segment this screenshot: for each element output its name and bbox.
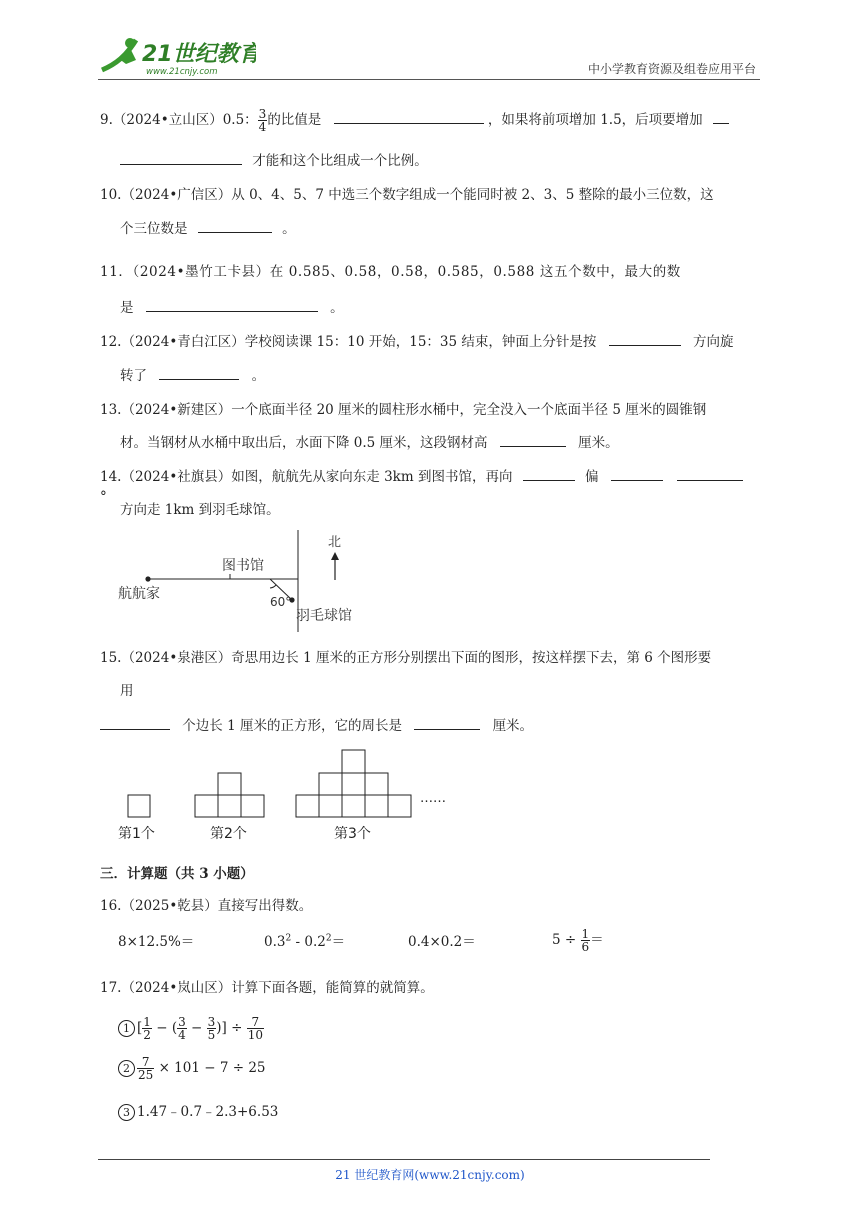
- q16-calc-1: 8×12.5%＝: [118, 934, 195, 950]
- q14-home-label: 航航家: [118, 586, 160, 602]
- question-12-line2: 转了 。: [100, 365, 760, 386]
- q14-home-point: [145, 576, 150, 581]
- q14-answer-blank-1[interactable]: [523, 466, 575, 481]
- q11-answer-blank[interactable]: [146, 297, 318, 312]
- q12-answer-blank-1[interactable]: [609, 331, 681, 346]
- q9-prefix: 9.（2024•立山区）0.5：: [100, 112, 258, 128]
- q17-expr-3: 3 1.47﹣0.7﹣2.3+6.53: [118, 1100, 278, 1121]
- q14-north-label: 北: [328, 535, 342, 550]
- question-16: 16.（2025•乾县）直接写出得数。: [100, 898, 313, 914]
- question-15-line2: 用: [120, 683, 134, 699]
- q16-calc-4: 5 ÷ $\frac{1}{6}$ ＝: [552, 927, 604, 954]
- q17-expr-1: 1 [ $\frac{1}{2}$ − ( $\frac{3}{4}$ − $\frac{3}{5}$ )] ÷ $\frac{7}{10}$: [118, 1016, 264, 1041]
- q17-expr-2: 2 $\frac{7}{25}$ × 101 − 7 ÷ 25: [118, 1056, 266, 1081]
- q14-angle-label: 60°: [270, 595, 292, 609]
- question-11: 11．（2024•墨竹工卡县）在 0.585、0.58̇，0.5̇8̇，0.5̇85̇，0.588 这五个数中，最大的数: [100, 264, 681, 280]
- q9-mid2: ，如果将前项增加 1.5，后项要增加: [487, 112, 703, 128]
- question-12: 12.（2024•青白江区）学校阅读课 15：10 开始，15：35 结束，钟面上分针是按 方向旋: [100, 331, 760, 352]
- q14-direction-figure: [118, 528, 368, 634]
- question-17: 17.（2024•岚山区）计算下面各题，能简算的就简算。: [100, 980, 434, 996]
- q9-mid: 的比值是: [267, 112, 322, 128]
- question-9-line2: [100, 150, 760, 171]
- question-13: 13.（2024•新建区）一个底面半径 20 厘米的圆柱形水桶中，完全没入一个底面半径 5 厘米的圆锥钢: [100, 402, 707, 418]
- q15-squares-figure: [116, 746, 456, 846]
- question-14: 14.（2024•社旗县）如图，航航先从家向东走 3km 到图书馆，再向 偏 °: [100, 466, 760, 507]
- q14-answer-blank-3[interactable]: [677, 466, 743, 481]
- question-11-line2: 是 。: [100, 297, 760, 318]
- header-platform-text: 中小学教育资源及组卷应用平台: [587, 62, 756, 76]
- question-10-line2: 个三位数是 。: [100, 218, 760, 239]
- q15-label-1: 第1个: [118, 826, 155, 842]
- question-13-line2: 材。当钢材从水桶中取出后，水面下降 0.5 厘米，这段钢材高 厘米。: [100, 432, 760, 453]
- question-15: 15.（2024•泉港区）奇思用边长 1 厘米的正方形分别摆出下面的图形，按这样摆下去，第 6 个图形要: [100, 650, 712, 666]
- question-10: 10.（2024•广信区）从 0、4、5、7 中选三个数字组成一个能同时被 2、3、5 整除的最小三位数，这: [100, 187, 714, 203]
- q15-answer-blank-2[interactable]: [414, 715, 480, 730]
- q9-fraction: $\frac{3}{4}$: [258, 107, 267, 134]
- q13-answer-blank[interactable]: [500, 432, 566, 447]
- q15-label-3: 第3个: [334, 826, 371, 842]
- footer-divider: [98, 1159, 710, 1160]
- logo-text: 21世纪教育: [142, 42, 256, 67]
- question-15-line3: 个边长 1 厘米的正方形，它的周长是 厘米。: [100, 715, 760, 736]
- site-logo: [96, 34, 256, 78]
- q14-badminton-label: 羽毛球馆: [296, 608, 352, 624]
- q14-library-label: 图书馆: [222, 558, 264, 574]
- q12-answer-blank-2[interactable]: [159, 365, 239, 380]
- q10-answer-blank[interactable]: [198, 218, 272, 233]
- q14-answer-blank-2[interactable]: [611, 466, 663, 481]
- question-9: [100, 108, 760, 133]
- q9-answer-blank-2a[interactable]: [713, 109, 729, 124]
- q15-answer-blank-1[interactable]: [100, 715, 170, 730]
- q15-label-2: 第2个: [210, 826, 247, 842]
- footer-link[interactable]: 21 世纪教育网(www.21cnjy.com): [335, 1168, 525, 1182]
- q15-ellipsis: ……: [420, 791, 446, 806]
- q16-calc-3: 0.4×0.2＝: [408, 934, 476, 950]
- section-3-title: 三．计算题（共 3 小题）: [100, 866, 254, 882]
- header-divider: [98, 79, 760, 80]
- q14-angle-arc: [270, 585, 276, 588]
- question-14-line2: 方向走 1km 到羽毛球馆。: [120, 502, 280, 518]
- q9-answer-blank-2b[interactable]: [120, 150, 242, 165]
- q9-answer-blank-1[interactable]: [334, 109, 484, 124]
- logo-runner-head-icon: [125, 38, 135, 48]
- q16-calc-2: $0.3^2 - 0.2^2=$: [264, 933, 346, 950]
- q9-end: 才能和这个比组成一个比例。: [252, 153, 428, 169]
- logo-subtext: www.21cnjy.com: [146, 67, 218, 77]
